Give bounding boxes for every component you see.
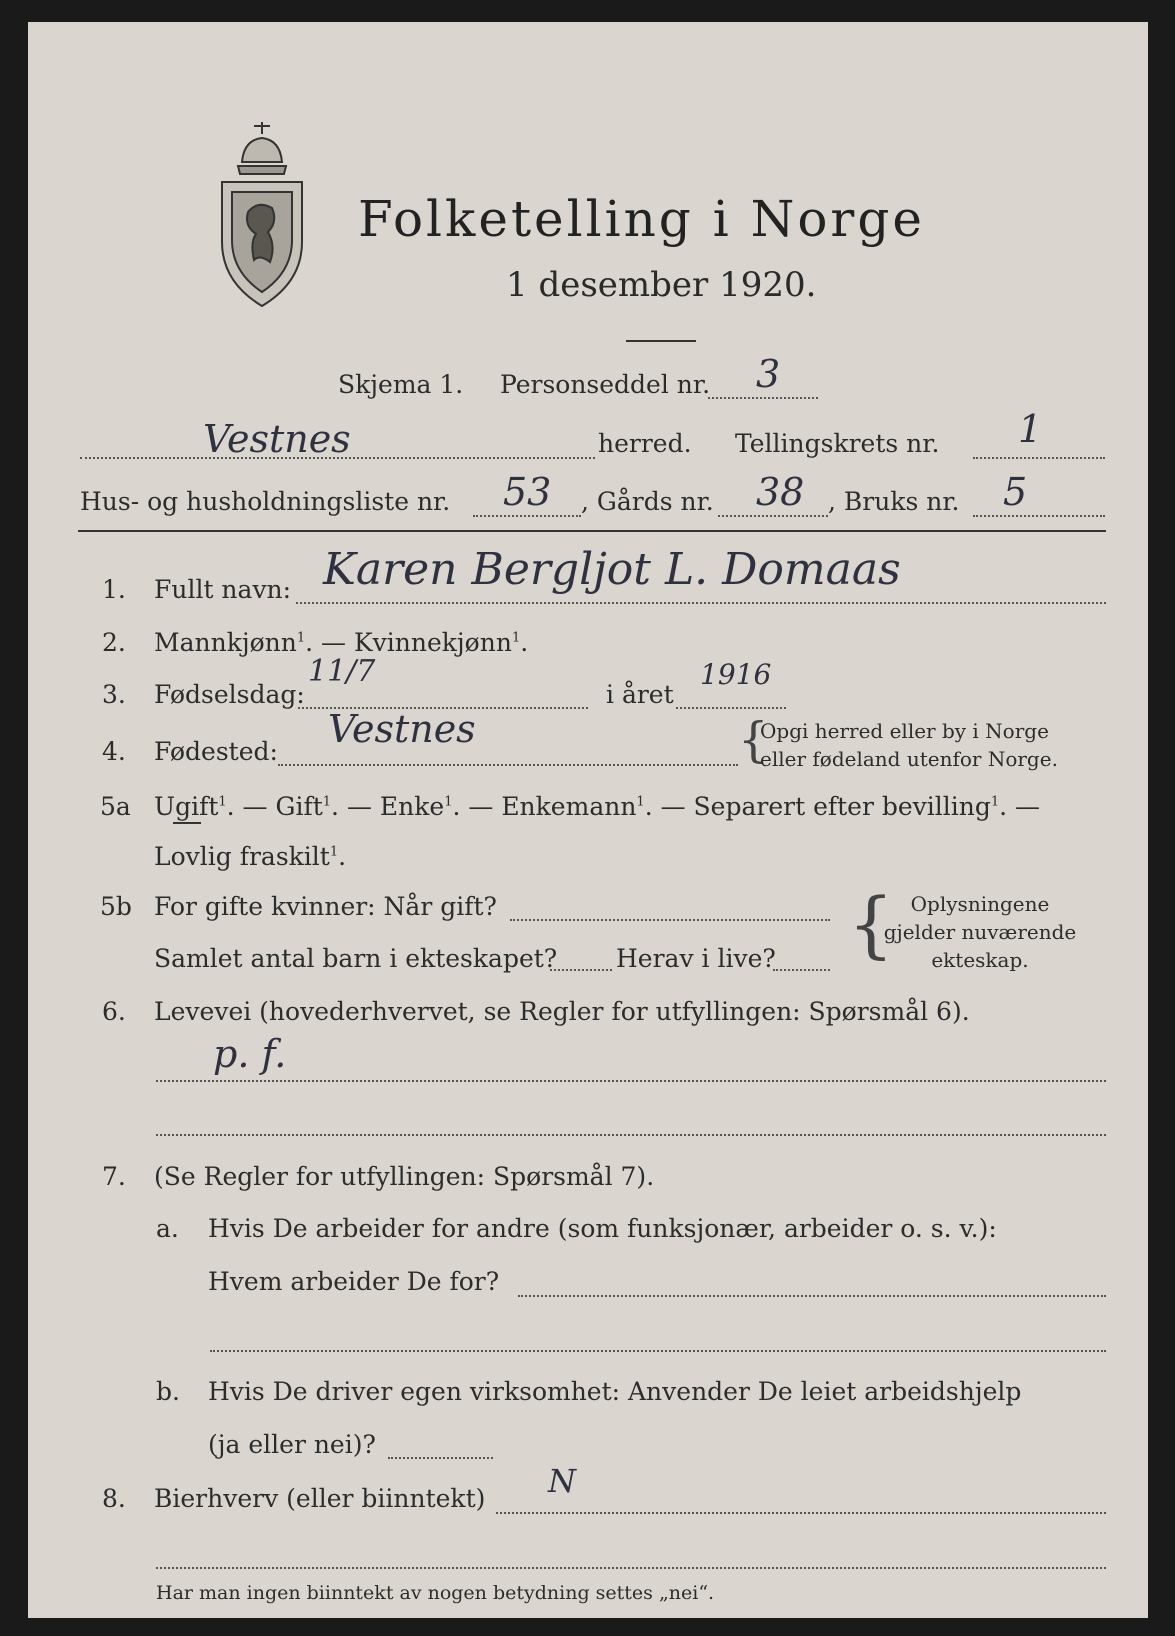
q7a-employer-label: Hvem arbeider De for? [208, 1267, 500, 1296]
side-income-value[interactable]: N [548, 1462, 576, 1500]
gards-value[interactable]: 38 [756, 470, 805, 514]
herred-label: herred. [598, 429, 692, 458]
q7-label: (Se Regler for utfyllingen: Spørsmål 7). [154, 1162, 655, 1191]
q7b-label: Hvis De driver egen virksomhet: Anvender De leiet arbeidshjelp [208, 1377, 1022, 1406]
full-name-value[interactable]: Karen Bergljot L. Domaas [323, 544, 901, 595]
form-title: Folketelling i Norge [358, 190, 925, 248]
q5a-label: Ugift$^1$. — Gift$^1$. — Enke$^1$. — Enkemann$^1$. — Separert efter bevilling$^1$. — [154, 792, 1041, 821]
occupation-value[interactable]: p. f. [213, 1032, 287, 1076]
ugift-mark [173, 822, 201, 824]
header-divider [78, 530, 1106, 532]
birth-year-value[interactable]: 1916 [700, 658, 772, 691]
footnote: Har man ingen biinntekt av nogen betydning settes „nei“. [156, 1582, 715, 1604]
census-form: Folketelling i Norge 1 desember 1920. Skjema 1. Personseddel nr. 3 Vestnes herred. Tellingskrets nr. 1 Hus- og husholdningsliste nr. 53 , Gårds nr. 38 , Bruks nr. 5 1. Fullt navn: Karen Bergljot L. Domaas 2. Mannkjønn$^1$. — Kvinnekjønn$^1$. 3. Fødselsdag: 11/7 i året 1916 4. Fødested: Vestnes { Opgi herred eller by i Norge eller fødeland utenfor Norge. 5a Ugift$^1$. — Gift$^1$. — Enke$^1$. — Enkemann$^1$. — Separert efter bevilling$^1$. — Lovlig fraskilt$^1$. 5b For gifte kvinner: Når gift? Samlet antal barn i ekteskapet? Herav i live? { Oplysningene gjelder nuværende ekteskap. 6. Levevei (hovederhvervet, se Regler for utfyllingen: Spørsmål 6). p. f. 7. (Se Regler for utfyllingen: Spørsmål 7). a. Hvis De arbeider for andre (som funksjonær, arbeider o. s. v.): Hvem arbeider De for? b. Hvis De driver egen virksomhet: Anvender De leiet arbeidshjelp (ja eller nei)? 8. Bierhverv (eller biinntekt) N Har man ingen biinntekt av nogen betydning settes „nei“. [28, 22, 1148, 1618]
personseddel-label: Personseddel nr. [500, 370, 711, 399]
schema-label: Skjema 1. [338, 370, 464, 399]
q8-label: Bierhverv (eller biinntekt) [154, 1484, 486, 1513]
q5b-note: Oplysningene gjelder nuværende ekteskap. [883, 892, 1077, 972]
q4-note: Opgi herred eller by i Norge eller fødeland utenfor Norge. [760, 719, 1058, 771]
q3-label: Fødselsdag: [154, 680, 305, 709]
q3-year-label: i året [606, 680, 674, 709]
q7a-label: Hvis De arbeider for andre (som funksjonær, arbeider o. s. v.): [208, 1214, 997, 1243]
title-divider [626, 340, 696, 342]
q1-label: Fullt navn: [154, 575, 292, 604]
birthplace-value[interactable]: Vestnes [328, 707, 476, 751]
q5b-children-label: Samlet antal barn i ekteskapet? [154, 944, 558, 973]
form-date: 1 desember 1920. [506, 265, 817, 305]
gards-label: , Gårds nr. [581, 487, 714, 516]
bruks-value[interactable]: 5 [1003, 470, 1028, 514]
bruks-label: , Bruks nr. [828, 487, 960, 516]
q7b-answer-label: (ja eller nei)? [208, 1430, 376, 1459]
q5b-alive-label: Herav i live? [616, 944, 776, 973]
personseddel-value[interactable]: 3 [756, 352, 781, 396]
tellingskrets-value[interactable]: 1 [1018, 407, 1043, 451]
q4-label: Fødested: [154, 737, 278, 766]
tellingskrets-label: Tellingskrets nr. [735, 429, 940, 458]
hus-value[interactable]: 53 [503, 470, 552, 514]
q5b-label: For gifte kvinner: Når gift? [154, 892, 497, 921]
q5a-label-cont: Lovlig fraskilt$^1$. [154, 842, 347, 871]
q2-label: Mannkjønn$^1$. — Kvinnekjønn$^1$. [154, 628, 529, 657]
q6-label: Levevei (hovederhvervet, se Regler for utfyllingen: Spørsmål 6). [154, 997, 970, 1026]
coat-of-arms-icon [214, 122, 310, 312]
birthday-value[interactable]: 11/7 [308, 654, 376, 689]
herred-value[interactable]: Vestnes [203, 417, 351, 461]
hus-label: Hus- og husholdningsliste nr. [80, 487, 451, 516]
